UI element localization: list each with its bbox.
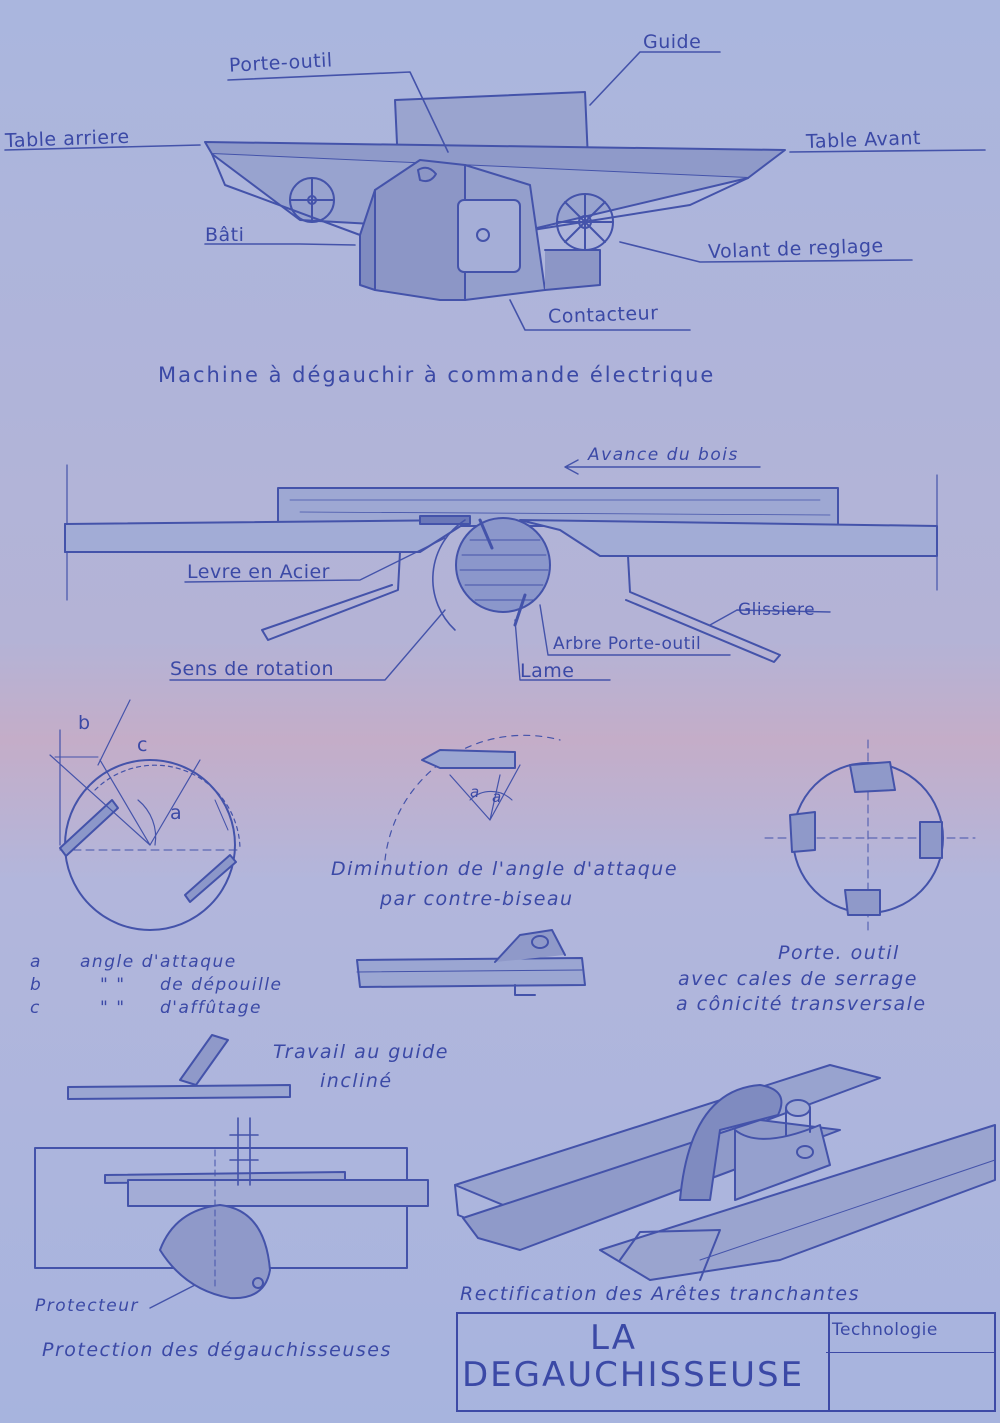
rectification-caption: Rectification des Arêtes tranchantes <box>460 1283 860 1305</box>
protection-caption: Protection des dégauchisseuses <box>42 1339 392 1361</box>
angle-label-c: c <box>137 734 148 756</box>
guard-drawing <box>35 1118 428 1308</box>
legend-ditto-c: " " <box>100 998 126 1018</box>
legend-text-b: de dépouille <box>160 975 283 995</box>
title-line2: DEGAUCHISSEUSE <box>462 1355 805 1395</box>
sharpening-drawing <box>455 1065 995 1280</box>
label-volant-reglage: Volant de reglage <box>707 234 885 264</box>
diminution-line1: Diminution de l'angle d'attaque <box>331 858 679 880</box>
label-porte-outil: Porte-outil <box>228 49 334 77</box>
porte-outil-line3: a cônicité transversale <box>676 993 927 1015</box>
legend-letter-c: c <box>30 998 41 1018</box>
inclined-fence-drawing <box>68 1035 290 1099</box>
label-table-avant: Table Avant <box>805 127 922 153</box>
label-arbre-porte-outil: Arbre Porte-outil <box>553 634 702 654</box>
machine-caption: Machine à dégauchir à commande électrique <box>158 363 716 387</box>
porte-outil-line2: avec cales de serrage <box>678 968 918 990</box>
label-levre-en-acier: Levre en Acier <box>187 561 330 583</box>
label-sens-de-rotation: Sens de rotation <box>170 658 335 680</box>
travail-line1: Travail au guide <box>273 1041 449 1063</box>
travail-line2: incliné <box>320 1070 393 1092</box>
legend-letter-a: a <box>30 952 42 972</box>
label-guide: Guide <box>643 31 702 53</box>
category-divider <box>826 1352 994 1353</box>
label-bati: Bâti <box>205 224 245 246</box>
porte-outil-line1: Porte. outil <box>778 942 900 964</box>
angle-label-b: b <box>78 712 91 734</box>
legend-text-a: angle d'attaque <box>80 952 237 972</box>
dim-angle-a1: a <box>470 783 481 801</box>
jointer-machine-drawing <box>205 92 785 300</box>
diminution-line2: par contre-biseau <box>380 888 574 910</box>
legend-ditto-b: " " <box>100 975 126 995</box>
tool-holder-drawing <box>765 740 975 935</box>
angle-label-a: a <box>170 802 183 824</box>
knife-clamp-drawing <box>357 930 585 995</box>
dim-angle-a2: a <box>492 788 503 806</box>
label-table-arriere: Table arriere <box>4 125 130 153</box>
legend-text-c: d'affûtage <box>160 998 262 1018</box>
label-avance-du-bois: Avance du bois <box>588 445 739 465</box>
title-line1: LA <box>590 1318 637 1358</box>
label-lame: Lame <box>520 660 575 682</box>
category-label: Technologie <box>832 1320 938 1340</box>
legend-letter-b: b <box>30 975 43 995</box>
label-glissiere: Glissiere <box>738 600 816 620</box>
label-contacteur: Contacteur <box>547 302 659 328</box>
label-protecteur: Protecteur <box>35 1296 140 1316</box>
